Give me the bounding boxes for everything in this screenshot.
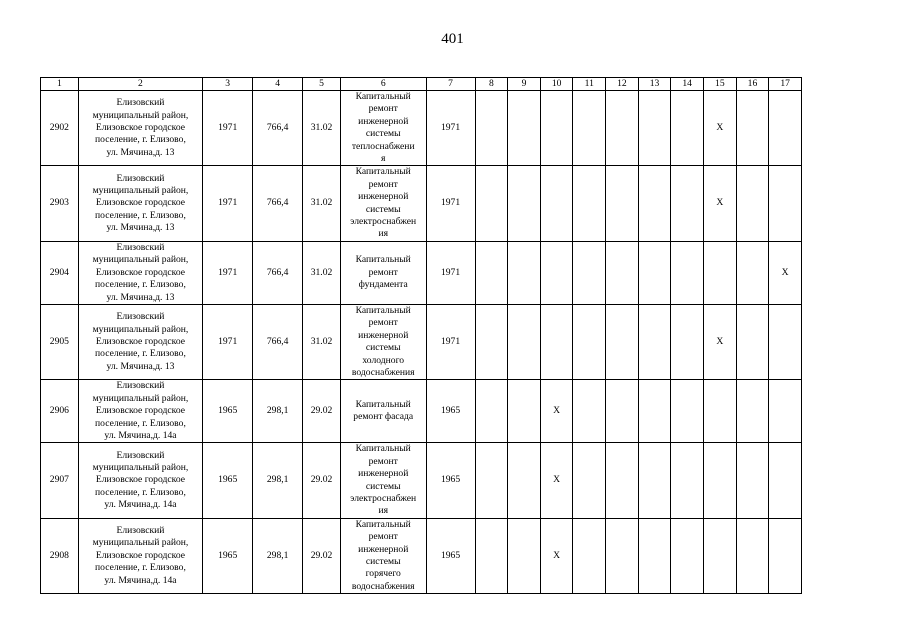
address-cell xyxy=(78,304,202,379)
work-type-cell xyxy=(340,91,426,166)
work-type-cell-line: ия xyxy=(378,228,388,240)
work-type-cell-line: системы xyxy=(365,203,401,215)
page-number: 401 xyxy=(441,31,464,47)
year-cell: 1971 xyxy=(426,304,475,379)
area-cell: 766,4 xyxy=(253,304,303,379)
work-type-cell-line: ремонт xyxy=(368,103,398,115)
mark-cell-col-17: X xyxy=(769,241,802,304)
mark-cell-col-16 xyxy=(736,241,769,304)
mark-cell-col-12 xyxy=(606,166,639,241)
work-type-cell-line: ремонт xyxy=(368,178,398,190)
mark-cell-col-9 xyxy=(508,518,541,593)
mark-cell-col-12 xyxy=(606,241,639,304)
year-cell: 1971 xyxy=(426,91,475,166)
work-type-cell-line: инженерной xyxy=(358,115,409,127)
address-cell-line: ул. Мячина,д. 13 xyxy=(106,360,175,372)
mark-cell-col-14 xyxy=(671,443,704,518)
mark-cell-col-16 xyxy=(736,380,769,443)
header-row xyxy=(41,78,802,91)
build-year-cell: 1971 xyxy=(203,166,253,241)
mark-cell-col-8 xyxy=(475,304,508,379)
address-cell-line: муниципальный район, xyxy=(92,537,189,549)
column-header-1: 1 xyxy=(41,78,79,91)
row-number: 2906 xyxy=(41,380,79,443)
table-header xyxy=(41,78,802,91)
repair-schedule-table xyxy=(40,77,802,594)
mark-cell-col-8 xyxy=(475,443,508,518)
row-number: 2907 xyxy=(41,443,79,518)
address-cell-line: Елизовский xyxy=(116,241,165,253)
mark-cell-col-12 xyxy=(606,380,639,443)
mark-cell-col-8 xyxy=(475,91,508,166)
address-cell-line: Елизовское городское xyxy=(95,405,185,417)
address-cell-line: Елизовское городское xyxy=(95,335,185,347)
mark-cell-col-16 xyxy=(736,304,769,379)
row-number: 2908 xyxy=(41,518,79,593)
mark-cell-col-9 xyxy=(508,380,541,443)
mark-cell-col-12 xyxy=(606,518,639,593)
address-cell xyxy=(78,443,202,518)
column-header-14: 14 xyxy=(671,78,704,91)
work-type-cell-line: Капитальный xyxy=(355,91,411,102)
mark-cell-col-17 xyxy=(769,518,802,593)
work-type-cell-line: ремонт фасада xyxy=(353,411,414,423)
work-type-cell-line: инженерной xyxy=(358,329,409,341)
row-number: 2904 xyxy=(41,241,79,304)
build-year-cell: 1971 xyxy=(203,91,253,166)
work-type-cell-line: ремонт xyxy=(368,455,398,467)
column-header-11: 11 xyxy=(573,78,606,91)
address-cell-line: Елизовское городское xyxy=(95,266,185,278)
mark-cell-col-15 xyxy=(704,518,737,593)
address-cell-line: Елизовский xyxy=(116,311,165,323)
code-cell: 31.02 xyxy=(303,91,341,166)
column-header-2: 2 xyxy=(78,78,202,91)
mark-cell-col-10 xyxy=(540,166,573,241)
work-type-cell xyxy=(340,304,426,379)
mark-cell-col-9 xyxy=(508,443,541,518)
table-row xyxy=(41,443,802,518)
column-header-10: 10 xyxy=(540,78,573,91)
mark-cell-col-11 xyxy=(573,380,606,443)
work-type-cell-line: Капитальный xyxy=(355,518,411,530)
mark-cell-col-10: X xyxy=(540,518,573,593)
mark-cell-col-13 xyxy=(638,443,671,518)
column-header-6: 6 xyxy=(340,78,426,91)
table-row xyxy=(41,166,802,241)
work-type-cell-line: электроснабжен xyxy=(350,216,417,228)
mark-cell-col-11 xyxy=(573,241,606,304)
column-header-13: 13 xyxy=(638,78,671,91)
mark-cell-col-10 xyxy=(540,304,573,379)
mark-cell-col-13 xyxy=(638,166,671,241)
work-type-cell-line: теплоснабжени xyxy=(351,140,415,152)
mark-cell-col-17 xyxy=(769,443,802,518)
mark-cell-col-17 xyxy=(769,166,802,241)
work-type-cell-line: системы xyxy=(365,128,401,140)
mark-cell-col-9 xyxy=(508,91,541,166)
column-header-9: 9 xyxy=(508,78,541,91)
address-cell-line: Елизовское городское xyxy=(95,197,185,209)
address-cell-line: Елизовский xyxy=(116,525,165,537)
address-cell-line: ул. Мячина,д. 14а xyxy=(104,574,177,586)
mark-cell-col-12 xyxy=(606,304,639,379)
mark-cell-col-16 xyxy=(736,443,769,518)
mark-cell-col-13 xyxy=(638,91,671,166)
build-year-cell: 1971 xyxy=(203,241,253,304)
build-year-cell: 1971 xyxy=(203,304,253,379)
address-cell-line: поселение, г. Елизово, xyxy=(95,279,186,291)
code-cell: 29.02 xyxy=(303,443,341,518)
mark-cell-col-16 xyxy=(736,166,769,241)
mark-cell-col-14 xyxy=(671,380,704,443)
mark-cell-col-17 xyxy=(769,304,802,379)
mark-cell-col-9 xyxy=(508,241,541,304)
mark-cell-col-9 xyxy=(508,166,541,241)
year-cell: 1965 xyxy=(426,443,475,518)
address-cell-line: Елизовский xyxy=(116,97,165,109)
address-cell-line: муниципальный район, xyxy=(92,461,189,473)
address-cell-line: поселение, г. Елизово, xyxy=(95,417,186,429)
year-cell: 1965 xyxy=(426,380,475,443)
work-type-cell-line: горячего xyxy=(365,568,401,580)
table-row xyxy=(41,380,802,443)
mark-cell-col-8 xyxy=(475,241,508,304)
mark-cell-col-13 xyxy=(638,518,671,593)
build-year-cell: 1965 xyxy=(203,380,253,443)
code-cell: 31.02 xyxy=(303,304,341,379)
address-cell-line: муниципальный район, xyxy=(92,323,189,335)
work-type-cell-line: системы xyxy=(365,342,401,354)
mark-cell-col-15: X xyxy=(704,304,737,379)
address-cell-line: Елизовское городское xyxy=(95,549,185,561)
work-type-cell-line: электроснабжен xyxy=(350,493,417,504)
year-cell: 1965 xyxy=(426,518,475,593)
mark-cell-col-10: X xyxy=(540,380,573,443)
address-cell-line: поселение, г. Елизово, xyxy=(95,209,186,221)
address-cell-line: поселение, г. Елизово, xyxy=(95,348,186,360)
mark-cell-col-11 xyxy=(573,443,606,518)
work-type-cell xyxy=(340,380,426,443)
mark-cell-col-16 xyxy=(736,91,769,166)
column-header-12: 12 xyxy=(606,78,639,91)
mark-cell-col-10 xyxy=(540,91,573,166)
address-cell xyxy=(78,91,202,166)
mark-cell-col-13 xyxy=(638,304,671,379)
mark-cell-col-13 xyxy=(638,380,671,443)
work-type-cell-line: инженерной xyxy=(358,191,409,203)
area-cell: 298,1 xyxy=(253,380,303,443)
address-cell-line: Елизовский xyxy=(116,449,165,461)
address-cell-line: Елизовское городское xyxy=(95,474,185,486)
address-cell-line: ул. Мячина,д. 13 xyxy=(106,222,175,234)
column-header-8: 8 xyxy=(475,78,508,91)
work-type-cell-line: системы xyxy=(365,556,401,568)
address-cell-line: поселение, г. Елизово, xyxy=(95,562,186,574)
mark-cell-col-15: X xyxy=(704,91,737,166)
work-type-cell-line: Капитальный xyxy=(355,166,411,178)
code-cell: 31.02 xyxy=(303,166,341,241)
code-cell: 31.02 xyxy=(303,241,341,304)
mark-cell-col-17 xyxy=(769,91,802,166)
work-type-cell-line: Капитальный xyxy=(355,443,411,455)
address-cell-line: ул. Мячина,д. 14а xyxy=(104,499,177,511)
address-cell-line: ул. Мячина,д. 13 xyxy=(106,146,175,158)
address-cell-line: ул. Мячина,д. 13 xyxy=(106,291,175,303)
column-header-17: 17 xyxy=(769,78,802,91)
row-number: 2905 xyxy=(41,304,79,379)
work-type-cell-line: Капитальный xyxy=(355,254,411,266)
area-cell: 298,1 xyxy=(253,518,303,593)
address-cell-line: поселение, г. Елизово, xyxy=(95,486,186,498)
address-cell xyxy=(78,241,202,304)
build-year-cell: 1965 xyxy=(203,518,253,593)
mark-cell-col-11 xyxy=(573,166,606,241)
column-header-4: 4 xyxy=(253,78,303,91)
mark-cell-col-14 xyxy=(671,518,704,593)
area-cell: 766,4 xyxy=(253,166,303,241)
mark-cell-col-14 xyxy=(671,166,704,241)
column-header-15: 15 xyxy=(704,78,737,91)
year-cell: 1971 xyxy=(426,166,475,241)
work-type-cell-line: Капитальный xyxy=(355,398,411,410)
table-body xyxy=(41,91,802,594)
table-row xyxy=(41,518,802,593)
column-header-7: 7 xyxy=(426,78,475,91)
mark-cell-col-14 xyxy=(671,304,704,379)
row-number: 2902 xyxy=(41,91,79,166)
mark-cell-col-12 xyxy=(606,443,639,518)
work-type-cell-line: ремонт xyxy=(368,266,398,278)
mark-cell-col-10 xyxy=(540,241,573,304)
build-year-cell: 1965 xyxy=(203,443,253,518)
work-type-cell-line: ремонт xyxy=(368,531,398,543)
mark-cell-col-17 xyxy=(769,380,802,443)
table-row xyxy=(41,91,802,166)
work-type-cell-line: Капитальный xyxy=(355,304,411,316)
area-cell: 298,1 xyxy=(253,443,303,518)
mark-cell-col-13 xyxy=(638,241,671,304)
area-cell: 766,4 xyxy=(253,241,303,304)
address-cell-line: Елизовский xyxy=(116,380,165,392)
work-type-cell-line: фундамента xyxy=(358,279,408,291)
work-type-cell-line: ия xyxy=(378,505,388,517)
mark-cell-col-15 xyxy=(704,380,737,443)
code-cell: 29.02 xyxy=(303,380,341,443)
work-type-cell-line: системы xyxy=(365,480,401,492)
mark-cell-col-10: X xyxy=(540,443,573,518)
year-cell: 1971 xyxy=(426,241,475,304)
work-type-cell xyxy=(340,518,426,593)
mark-cell-col-11 xyxy=(573,304,606,379)
address-cell xyxy=(78,166,202,241)
mark-cell-col-8 xyxy=(475,380,508,443)
code-cell: 29.02 xyxy=(303,518,341,593)
table-row xyxy=(41,304,802,379)
work-type-cell xyxy=(340,166,426,241)
row-number: 2903 xyxy=(41,166,79,241)
mark-cell-col-8 xyxy=(475,518,508,593)
address-cell-line: муниципальный район, xyxy=(92,392,189,404)
address-cell-line: Елизовское городское xyxy=(95,122,185,134)
mark-cell-col-16 xyxy=(736,518,769,593)
work-type-cell-line: водоснабжения xyxy=(351,366,415,378)
mark-cell-col-14 xyxy=(671,91,704,166)
address-cell-line: муниципальный район, xyxy=(92,109,189,121)
address-cell xyxy=(78,518,202,593)
address-cell-line: муниципальный район, xyxy=(92,254,189,266)
work-type-cell-line: инженерной xyxy=(358,543,409,555)
work-type-cell-line: ремонт xyxy=(368,317,398,329)
address-cell-line: ул. Мячина,д. 14а xyxy=(104,429,177,441)
area-cell: 766,4 xyxy=(253,91,303,166)
mark-cell-col-11 xyxy=(573,91,606,166)
mark-cell-col-9 xyxy=(508,304,541,379)
mark-cell-col-11 xyxy=(573,518,606,593)
work-type-cell-line: я xyxy=(381,153,386,165)
mark-cell-col-14 xyxy=(671,241,704,304)
address-cell-line: поселение, г. Елизово, xyxy=(95,134,186,146)
work-type-cell-line: холодного xyxy=(362,354,405,366)
column-header-3: 3 xyxy=(203,78,253,91)
work-type-cell-line: инженерной xyxy=(358,468,409,480)
table-row xyxy=(41,241,802,304)
work-type-cell xyxy=(340,443,426,518)
column-header-5: 5 xyxy=(303,78,341,91)
mark-cell-col-12 xyxy=(606,91,639,166)
address-cell xyxy=(78,380,202,443)
work-type-cell-line: водоснабжения xyxy=(351,580,415,592)
mark-cell-col-15 xyxy=(704,241,737,304)
work-type-cell xyxy=(340,241,426,304)
mark-cell-col-15: X xyxy=(704,166,737,241)
mark-cell-col-8 xyxy=(475,166,508,241)
column-header-16: 16 xyxy=(736,78,769,91)
mark-cell-col-15 xyxy=(704,443,737,518)
address-cell-line: Елизовский xyxy=(116,172,165,184)
address-cell-line: муниципальный район, xyxy=(92,185,189,197)
